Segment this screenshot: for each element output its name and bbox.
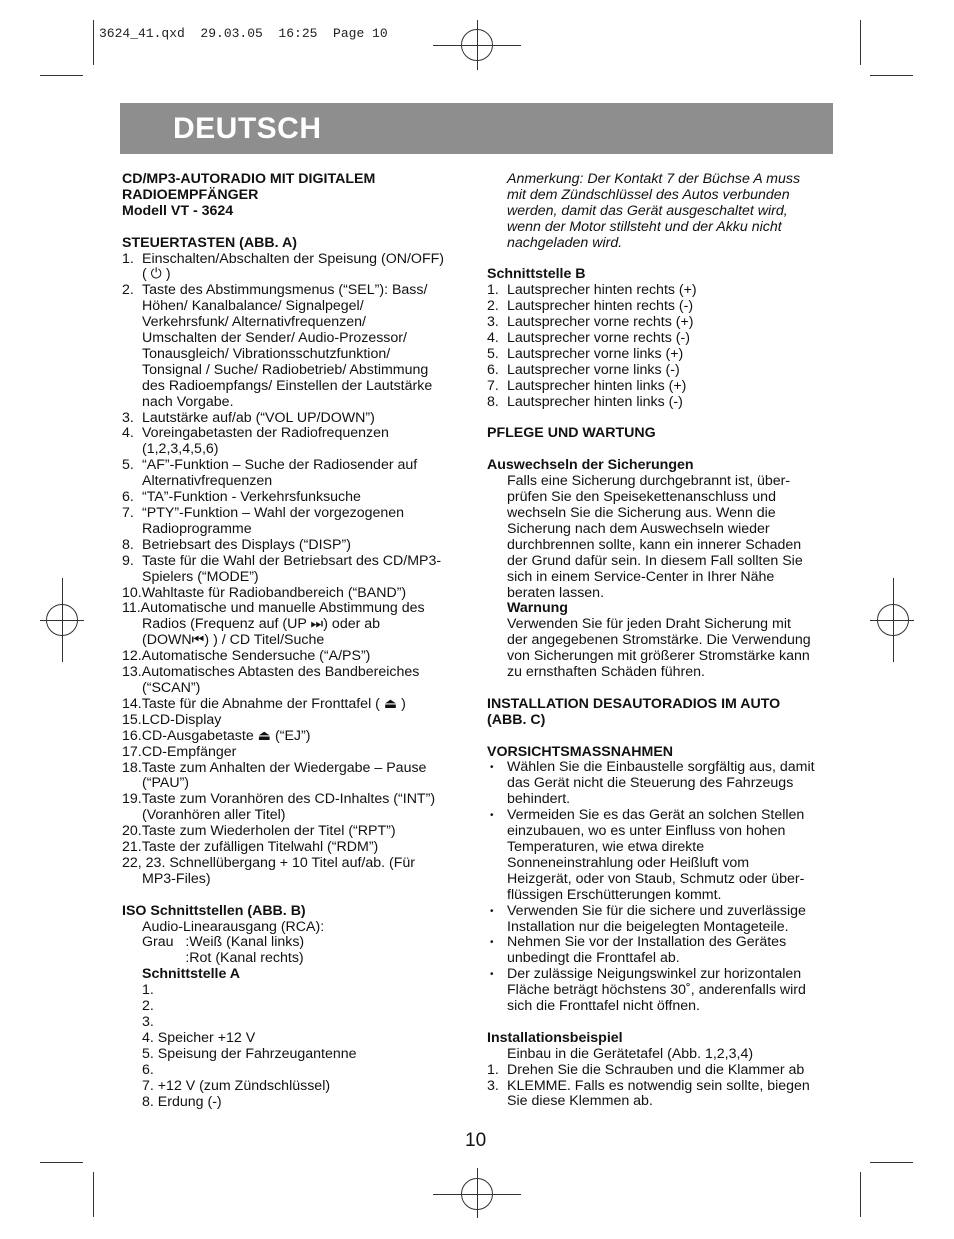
product-model: Modell VT - 3624 <box>122 202 234 219</box>
item-number: 7. <box>487 377 499 394</box>
item-text: Taste für die Abnahme der Fronttafel ( ⏏ ) <box>141 695 406 712</box>
step-text-continued: Sie diese Klemmen ab. <box>507 1093 653 1110</box>
item-number: 1. <box>487 282 499 299</box>
item-number: 6. <box>487 361 499 378</box>
list-item-line <box>122 776 472 792</box>
list-item-line <box>122 729 472 745</box>
item-text: Lautsprecher hinten links (-) <box>507 393 683 410</box>
iso-line: Audio-Linearausgang (RCA): <box>142 918 325 935</box>
product-title-line: CD/MP3-AUTORADIO MIT DIGITALEM <box>122 171 376 187</box>
item-text <box>142 411 472 427</box>
interface-a-item: 2. <box>142 998 154 1015</box>
item-text: Taste der zufälligen Titelwahl (“RDM”) <box>141 839 379 856</box>
item-text: (“SCAN”) <box>142 679 201 696</box>
item-text: Lautsprecher vorne links (+) <box>507 345 684 362</box>
crop-mark <box>870 75 913 76</box>
item-number: 3. <box>122 409 134 426</box>
precautions-list <box>487 760 837 1015</box>
ignition-note <box>487 172 837 252</box>
fuse-line: Sicherung nach dem Auswechseln wieder <box>507 520 770 537</box>
item-line: Taste des Abstimmungsmenus (“SEL”): Bass/ <box>142 282 428 299</box>
item-number: 1. <box>122 250 134 267</box>
language-banner <box>120 103 833 154</box>
item-number: 4. <box>122 425 134 442</box>
list-item-line <box>122 697 472 713</box>
bullet-line: behindert. <box>507 791 571 808</box>
note-line: nachgeladen wird. <box>507 234 623 251</box>
page-number: 10 <box>465 1130 487 1151</box>
item-text <box>142 252 472 284</box>
item-text <box>142 538 472 554</box>
iso-line: Grau :Weiß (Kanal links) <box>142 934 305 951</box>
item-line: Spielers (“MODE”) <box>142 568 259 585</box>
item-line: Höhen/ Kanalbalance/ Signalpegel/ <box>142 298 364 315</box>
interface-a-item: 6. <box>142 1061 154 1078</box>
item-line: Lautstärke auf/ab (“VOL UP/DOWN”) <box>142 409 375 426</box>
item-text <box>142 426 472 458</box>
interface-a-item: 1. <box>142 982 154 999</box>
list-item-line <box>122 681 472 697</box>
item-text: Taste zum Voranhören des CD-Inhaltes (“INT”) <box>141 791 436 808</box>
crop-mark <box>93 20 94 65</box>
crop-mark <box>860 20 861 65</box>
bullet-line: Wählen Sie die Einbaustelle sorgfältig aus, damit <box>507 759 815 776</box>
list-item-line <box>122 586 472 602</box>
list-item <box>122 458 472 490</box>
list-item <box>487 395 837 411</box>
note-line: wenn der Motor stillsteht und der Akku nicht <box>507 218 782 235</box>
item-number: 5. <box>122 457 134 474</box>
example-step <box>487 1063 837 1079</box>
example-step <box>487 1079 837 1095</box>
item-text: Lautsprecher vorne rechts (-) <box>507 330 690 347</box>
item-line: Radioprogramme <box>142 520 252 537</box>
item-text <box>142 458 472 490</box>
list-item-line <box>122 745 472 761</box>
item-line: nach Vorgabe. <box>142 393 234 410</box>
fuse-line: wechseln Sie die Sicherung aus. Wenn die <box>507 504 776 521</box>
item-line: ( ⏻ ) <box>142 266 171 283</box>
list-item <box>122 490 472 506</box>
bullet-line: flüssigen Erschütterungen kommt. <box>507 886 722 903</box>
bullet-line: einzubauen, wo es unter Einfluss von hohen <box>507 823 786 840</box>
item-number: 12. <box>122 648 142 665</box>
list-item <box>122 411 472 427</box>
fuse-line: Falls eine Sicherung durchgebrannt ist, über- <box>507 473 791 490</box>
list-item-line <box>122 633 472 649</box>
item-number: 7. <box>122 505 134 522</box>
list-item-line <box>122 840 472 856</box>
list-item-line <box>122 761 472 777</box>
list-item-line <box>122 824 472 840</box>
item-text: LCD-Display <box>141 711 222 728</box>
bullet-item <box>487 935 837 967</box>
item-number: 8. <box>122 536 134 553</box>
item-text: Wahltaste für Radiobandbereich (“BAND”) <box>141 584 407 601</box>
list-item-line <box>122 665 472 681</box>
list-item-line <box>122 856 472 872</box>
interface-a-item: 8. Erdung (-) <box>142 1093 222 1110</box>
item-text: (DOWN⏮) ) / CD Titel/Suche <box>142 632 325 649</box>
step-text: KLEMME. Falls es notwendig sein sollte, biegen <box>507 1077 810 1094</box>
item-number: 6. <box>122 489 134 506</box>
item-line: Tonausgleich/ Vibrationsschutzfunktion/ <box>142 345 391 362</box>
interface-a-item: 4. Speicher +12 V <box>142 1029 256 1046</box>
controls-heading: STEUERTASTEN (ABB. A) <box>122 234 297 251</box>
interface-a-item: 5. Speisung der Fahrzeugantenne <box>142 1045 357 1062</box>
item-text: MP3-Files) <box>142 870 211 887</box>
bullet-item <box>487 760 837 808</box>
list-item <box>487 283 837 299</box>
left-column <box>122 172 472 1110</box>
item-number: 22, 23. <box>122 854 166 871</box>
bullet-item <box>487 967 837 1015</box>
bullet-line: Der zulässige Neigungswinkel zur horizontalen <box>507 966 802 983</box>
bullet-line: Installation nur die beigelegten Montageteile. <box>507 918 789 935</box>
item-number: 10. <box>122 584 142 601</box>
fuse-line: der Grund dafür sein. In diesem Fall sollten Sie <box>507 552 803 569</box>
item-number: 21. <box>122 839 142 856</box>
installation-heading: (ABB. C) <box>487 711 546 728</box>
bullet-item <box>487 808 837 903</box>
list-item <box>487 379 837 395</box>
bullet-line: sich die Fronttafel nicht öffnen. <box>507 998 700 1015</box>
list-item <box>122 538 472 554</box>
bullet-line: Sonneneinstrahlung oder Heißluft vom <box>507 854 750 871</box>
item-text: Lautsprecher hinten rechts (+) <box>507 282 697 299</box>
item-number: 13. <box>122 664 142 681</box>
bullet-line: das Gerät nicht die Steuerung des Fahrzeugs <box>507 775 794 792</box>
crop-mark <box>93 1172 94 1217</box>
bullet-icon: • <box>490 937 494 949</box>
item-number: 5. <box>487 345 499 362</box>
item-number: 20. <box>122 823 142 840</box>
item-line: Alternativfrequenzen <box>142 473 273 490</box>
warning-heading: Warnung <box>507 600 568 617</box>
item-line: Taste für die Wahl der Betriebsart des CD/MP3- <box>142 552 442 569</box>
item-line: “TA”-Funktion - Verkehrsfunksuche <box>142 489 361 506</box>
item-text: Lautsprecher hinten links (+) <box>507 377 687 394</box>
item-line: (1,2,3,4,5,6) <box>142 441 219 458</box>
item-line: Umschalten der Sender/ Audio-Prozessor/ <box>142 330 407 347</box>
fuse-text <box>487 474 837 681</box>
list-item-line <box>122 713 472 729</box>
item-line: “PTY”-Funktion – Wahl der vorgezogenen <box>142 505 405 522</box>
item-text: Taste zum Anhalten der Wiedergabe – Pause <box>141 759 427 776</box>
list-item <box>487 315 837 331</box>
item-text <box>142 554 472 586</box>
page-title: DEUTSCH <box>173 112 322 145</box>
interface-a-item: 7. +12 V (zum Zündschlüssel) <box>142 1077 331 1094</box>
list-item <box>122 283 472 410</box>
item-line: Verkehrsfunk/ Alternativfrequenzen/ <box>142 314 366 331</box>
list-item <box>487 347 837 363</box>
crop-mark <box>40 75 83 76</box>
interface-b-list <box>487 283 837 410</box>
fuse-line: beraten lassen. <box>507 584 605 601</box>
item-line: Tonsignal / Suche/ Radiobetrieb/ Abstimmung <box>142 361 429 378</box>
care-heading: PFLEGE UND WARTUNG <box>487 425 656 442</box>
list-item-line <box>122 617 472 633</box>
note-line: Anmerkung: Der Kontakt 7 der Büchse A muss <box>507 171 801 187</box>
list-item <box>487 331 837 347</box>
list-item <box>122 554 472 586</box>
bullet-icon: • <box>490 762 494 774</box>
controls-list <box>122 252 472 586</box>
bullet-line: Temperaturen, wie etwa direkte <box>507 838 705 855</box>
interface-b-heading: Schnittstelle B <box>487 266 586 283</box>
item-text: Schnellübergang + 10 Titel auf/ab. (Für <box>169 854 416 871</box>
warning-line: der angegebenen Stromstärke. Die Verwendung <box>507 632 811 649</box>
item-number: 16. <box>122 727 142 744</box>
installation-heading: INSTALLATION DESAUTORADIOS IM AUTO <box>487 695 781 712</box>
step-number: 3. <box>487 1077 499 1094</box>
item-number: 14. <box>122 695 142 712</box>
right-column <box>487 172 837 1110</box>
item-number: 17. <box>122 743 142 760</box>
crop-mark <box>870 1162 913 1163</box>
item-text: Lautsprecher hinten rechts (-) <box>507 298 694 315</box>
step-text: Drehen Sie die Schrauben und die Klammer ab <box>507 1061 805 1078</box>
print-slug: 3624_41.qxd 29.03.05 16:25 Page 10 <box>99 26 388 41</box>
list-item <box>122 506 472 538</box>
item-number: 2. <box>122 282 134 299</box>
bullet-text <box>507 904 806 936</box>
item-text <box>142 283 472 410</box>
bullet-text <box>507 760 815 808</box>
fuse-line: durchbrennen sollte, kann ein innerer Schaden <box>507 536 802 553</box>
item-line: “AF”-Funktion – Suche der Radiosender auf <box>142 457 418 474</box>
item-line: des Radioempfangs/ Einstellen der Lautstärke <box>142 377 433 394</box>
item-number: 9. <box>122 552 134 569</box>
crop-mark <box>40 1162 83 1163</box>
iso-line: :Rot (Kanal rechts) <box>142 950 304 967</box>
precautions-heading: VORSICHTSMASSNAHMEN <box>487 743 674 760</box>
step-number: 1. <box>487 1061 499 1078</box>
list-item <box>487 363 837 379</box>
item-number: 8. <box>487 393 499 410</box>
item-text: CD-Empfänger <box>141 743 237 760</box>
item-number: 18. <box>122 759 142 776</box>
bullet-icon: • <box>490 905 494 917</box>
item-text: Lautsprecher vorne rechts (+) <box>507 314 694 331</box>
product-title-line: RADIOEMPFÄNGER <box>122 186 259 203</box>
item-line: Einschalten/Abschalten der Speisung (ON/OFF) <box>142 250 445 267</box>
bullet-text <box>507 808 804 903</box>
bullet-line: unbedingt die Fronttafel ab. <box>507 950 680 967</box>
bullet-line: Vermeiden Sie es das Gerät an solchen Stellen <box>507 807 805 824</box>
item-text <box>142 490 472 506</box>
item-text: Automatische Sendersuche (“A/PS”) <box>141 648 371 665</box>
note-line: mit dem Zündschlüssel des Autos verbunden <box>507 186 790 203</box>
warning-line: von Sicherungen mit größerer Stromstärke kann <box>507 648 810 665</box>
list-item-line <box>122 601 472 617</box>
iso-heading: ISO Schnittstellen (ABB. B) <box>122 902 306 919</box>
item-line: Betriebsart des Displays (“DISP”) <box>142 536 351 553</box>
bullet-item <box>487 904 837 936</box>
item-number: 4. <box>487 330 499 347</box>
note-line: werden, damit das Gerät ausgeschaltet wird, <box>507 202 788 219</box>
list-item-line <box>122 792 472 808</box>
item-number: 19. <box>122 791 142 808</box>
bullet-text <box>507 967 806 1015</box>
list-item <box>122 252 472 284</box>
item-text: (“PAU”) <box>142 775 190 792</box>
item-text: Automatisches Abtasten des Bandbereiches <box>141 664 420 681</box>
item-number: 15. <box>122 711 142 728</box>
item-number: 2. <box>487 298 499 315</box>
list-item <box>122 426 472 458</box>
bullet-line: Heizgerät, oder von Staub, Schmutz oder über- <box>507 870 805 887</box>
item-line: Voreingabetasten der Radiofrequenzen <box>142 425 389 442</box>
example-intro: Einbau in die Gerätetafel (Abb. 1,2,3,4) <box>507 1045 754 1062</box>
bullet-icon: • <box>490 969 494 981</box>
fuse-line: prüfen Sie den Speisekettenanschluss und <box>507 489 776 506</box>
list-item-line <box>122 649 472 665</box>
item-text: (Voranhören aller Titel) <box>142 807 286 824</box>
warning-line: Verwenden Sie für jeden Draht Sicherung mit <box>507 616 791 633</box>
item-text: Automatische und manuelle Abstimmung des <box>140 600 425 617</box>
list-item-line <box>122 808 472 824</box>
item-number: 3. <box>487 314 499 331</box>
item-text: Radios (Frequenz auf (UP ⏭) oder ab <box>142 616 381 633</box>
list-item-line <box>122 872 472 888</box>
item-text: CD-Ausgabetaste ⏏ (“EJ”) <box>141 727 311 744</box>
item-number: 11. <box>122 600 141 617</box>
warning-line: zu ernsthaften Schäden führen. <box>507 664 705 681</box>
fuse-heading: Auswechseln der Sicherungen <box>487 457 694 474</box>
item-text: Taste zum Wiederholen der Titel (“RPT”) <box>141 823 396 840</box>
crop-mark <box>860 1172 861 1217</box>
example-heading: Installationsbeispiel <box>487 1029 623 1046</box>
bullet-icon: • <box>490 810 494 822</box>
bullet-line: Nehmen Sie vor der Installation des Gerätes <box>507 934 787 951</box>
item-text: Lautsprecher vorne links (-) <box>507 361 680 378</box>
interface-a-item: 3. <box>142 1014 154 1030</box>
bullet-line: Fläche beträgt höchstens 30˚, anderenfalls wird <box>507 982 806 999</box>
bullet-line: Verwenden Sie für die sichere und zuverlässige <box>507 902 806 919</box>
list-item <box>487 299 837 315</box>
controls-list-2 <box>122 586 472 888</box>
fuse-line: sich in einem Service-Center in Ihrer Nähe <box>507 568 775 585</box>
bullet-text <box>507 935 786 967</box>
item-text <box>142 506 472 538</box>
interface-a-heading: Schnittstelle A <box>142 966 241 983</box>
